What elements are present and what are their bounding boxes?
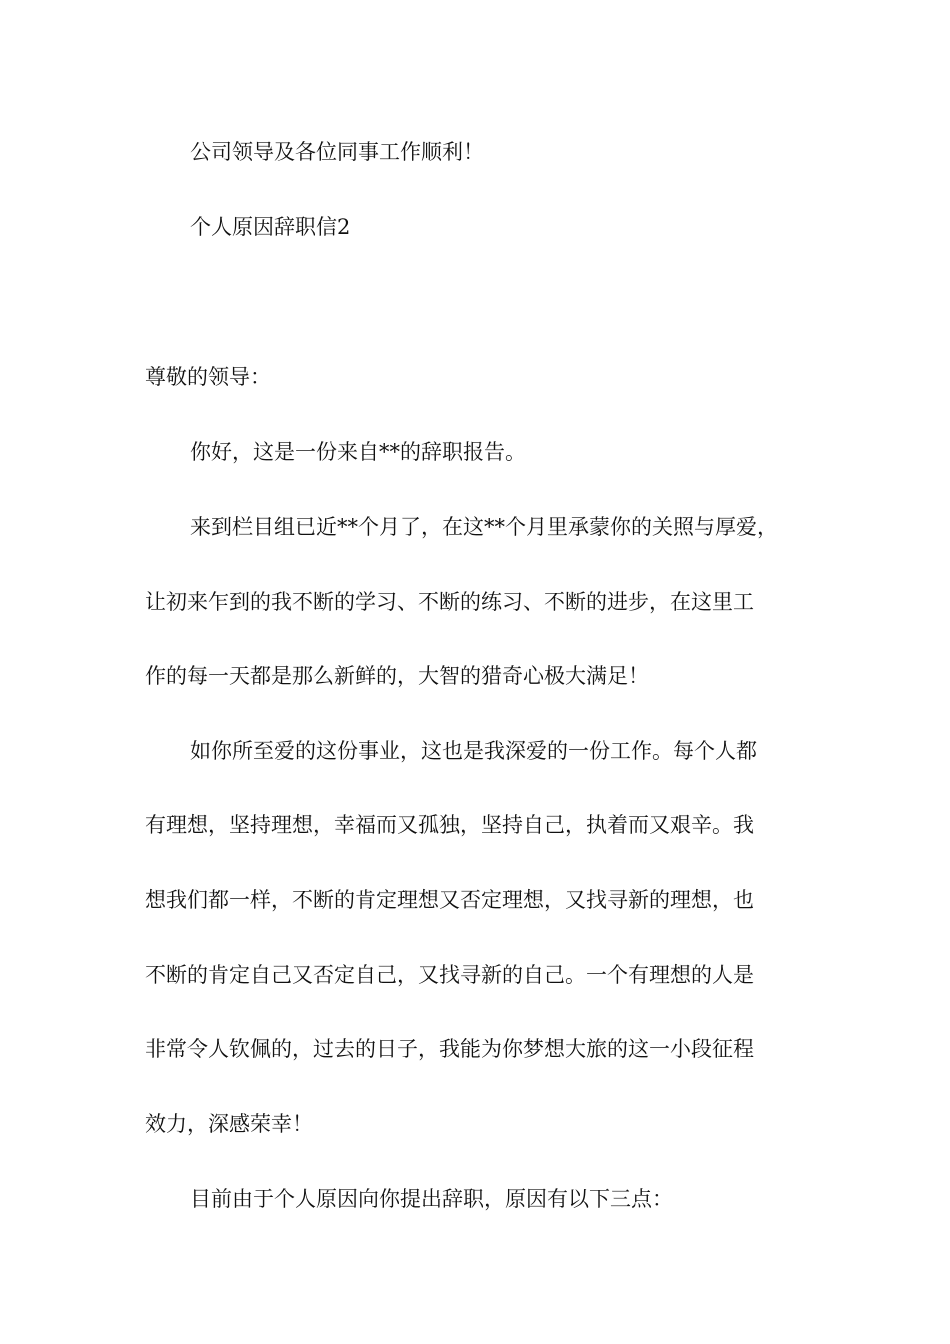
paragraph-3-line-1: 目前由于个人原因向你提出辞职，原因有以下三点： [190,1187,673,1211]
salutation: 尊敬的领导： [145,365,271,389]
paragraph-2-line-4: 不断的肯定自己又否定自己，又找寻新的自己。一个有理想的人是 [145,963,754,987]
closing-wish-line: 公司领导及各位同事工作顺利！ [190,140,484,164]
paragraph-2-line-3: 想我们都一样，不断的肯定理想又否定理想，又找寻新的理想，也 [145,888,754,912]
paragraph-1-line-3: 作的每一天都是那么新鲜的，大智的猎奇心极大满足！ [145,664,649,688]
paragraph-1-line-1: 来到栏目组已近**个月了，在这**个月里承蒙你的关照与厚爱， [190,515,778,539]
greeting-line: 你好，这是一份来自**的辞职报告。 [190,440,526,464]
paragraph-2-line-6: 效力，深感荣幸！ [145,1112,313,1136]
paragraph-2-line-5: 非常令人钦佩的，过去的日子，我能为你梦想大旅的这一小段征程 [145,1037,754,1061]
paragraph-2-line-1: 如你所至爱的这份事业，这也是我深爱的一份工作。每个人都 [190,739,757,763]
paragraph-2-line-2: 有理想，坚持理想，幸福而又孤独，坚持自己，执着而又艰辛。我 [145,813,754,837]
paragraph-1-line-2: 让初来乍到的我不断的学习、不断的练习、不断的进步，在这里工 [145,590,754,614]
letter-heading: 个人原因辞职信2 [190,215,351,239]
